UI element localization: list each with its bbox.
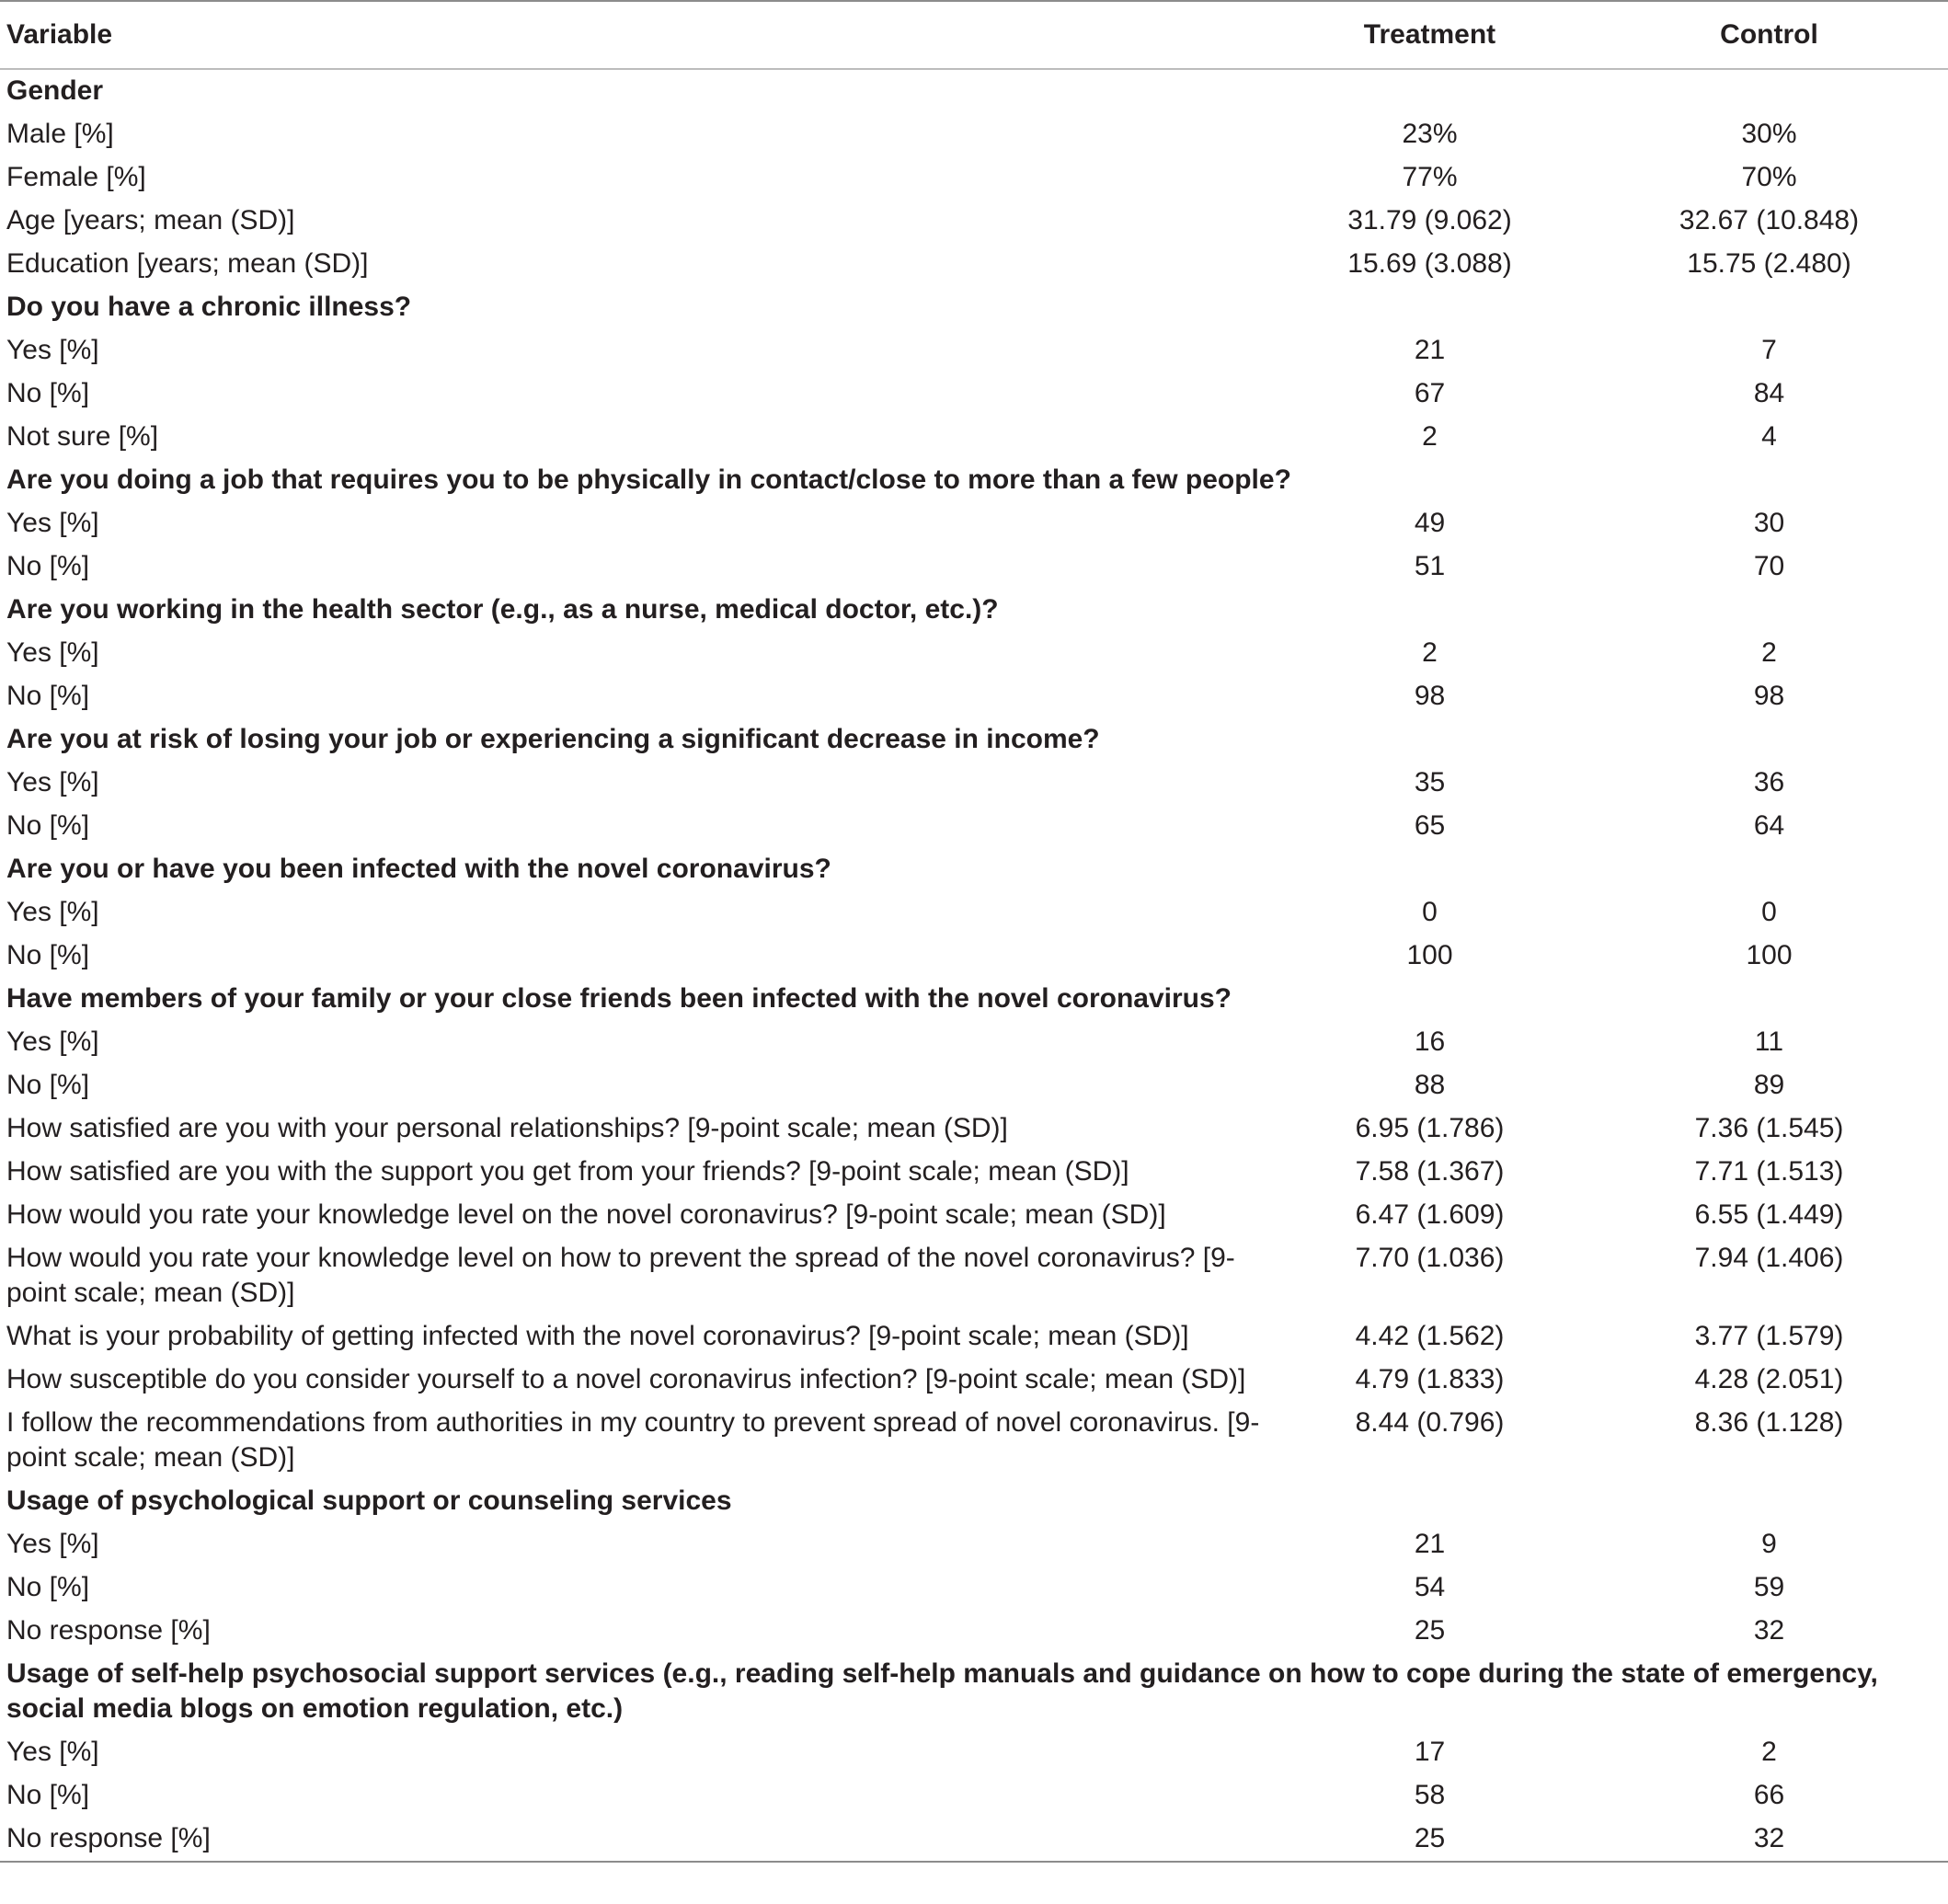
treatment-value: 21 <box>1414 1529 1446 1559</box>
section-header-row <box>0 69 1948 113</box>
control-value: 7.36 (1.545) <box>1694 1113 1844 1143</box>
row-label: Yes [%] <box>6 1737 99 1767</box>
treatment-value: 23% <box>1402 119 1458 149</box>
row-label: Yes [%] <box>6 637 99 668</box>
treatment-value: 88 <box>1414 1070 1446 1100</box>
control-value: 3.77 (1.579) <box>1694 1321 1844 1351</box>
table-header <box>0 1 1948 69</box>
row-label: No response [%] <box>0 1818 1269 1862</box>
section-header-row <box>0 459 1948 502</box>
table-row <box>0 1107 1948 1151</box>
row-label: No [%] <box>6 1572 90 1602</box>
row-label: How satisfied are you with the support you get from your friends? [9-point scale; mean (SD)] <box>6 1156 1129 1187</box>
treatment-value: 54 <box>1414 1572 1446 1602</box>
table-row <box>0 1566 1948 1610</box>
row-label: Not sure [%] <box>6 421 159 452</box>
row-label: No [%] <box>6 681 90 711</box>
table-row <box>0 1359 1948 1402</box>
table-row <box>0 1731 1948 1774</box>
row-label: How would you rate your knowledge level on how to prevent the spread of the novel coronavirus? [9-point scale; mean (SD)] <box>6 1243 1235 1308</box>
section-label: Are you doing a job that requires you to be physically in contact/close to more than a few people? <box>6 465 1291 495</box>
control-value: 7.94 (1.406) <box>1694 1243 1844 1273</box>
control-value: 84 <box>1753 378 1785 408</box>
row-label: Education [years; mean (SD)] <box>6 248 369 279</box>
treatment-value: 67 <box>1414 378 1446 408</box>
header-variable: Variable <box>0 1 1269 69</box>
control-value: 70% <box>1741 162 1797 192</box>
table-row <box>0 243 1948 286</box>
section-header-row <box>0 978 1948 1021</box>
treatment-value: 16 <box>1414 1027 1446 1057</box>
treatment-value: 4.79 (1.833) <box>1355 1364 1505 1394</box>
control-value: 32 <box>1591 1818 1948 1862</box>
section-header-row <box>0 718 1948 762</box>
control-value: 36 <box>1753 767 1785 797</box>
control-value: 32.67 (10.848) <box>1679 205 1860 235</box>
treatment-value: 58 <box>1414 1780 1446 1810</box>
section-header-row <box>0 286 1948 329</box>
section-label: Usage of psychological support or counseling services <box>6 1485 732 1516</box>
control-value: 2 <box>1761 637 1777 668</box>
treatment-value: 6.47 (1.609) <box>1355 1199 1505 1230</box>
control-value: 32 <box>1753 1615 1785 1646</box>
control-value: 4.28 (2.051) <box>1694 1364 1844 1394</box>
table-row <box>0 373 1948 416</box>
treatment-value: 51 <box>1414 551 1446 581</box>
treatment-value: 15.69 (3.088) <box>1347 248 1512 279</box>
table-row <box>0 935 1948 978</box>
treatment-value: 17 <box>1414 1737 1446 1767</box>
table-row <box>0 329 1948 373</box>
table-row <box>0 762 1948 805</box>
table-row <box>0 1818 1948 1862</box>
section-label: Are you or have you been infected with the novel coronavirus? <box>6 854 831 884</box>
table-row <box>0 675 1948 718</box>
section-label: Usage of self-help psychosocial support services (e.g., reading self-help manuals and guidance on how to cope during the state of emergency, social media blogs on emotion regulation, etc.) <box>6 1658 1878 1724</box>
treatment-value: 7.58 (1.367) <box>1355 1156 1505 1187</box>
row-label: How susceptible do you consider yourself to a novel coronavirus infection? [9-point scale; mean (SD)] <box>6 1364 1246 1394</box>
row-label: What is your probability of getting infected with the novel coronavirus? [9-point scale; mean (SD)] <box>6 1321 1189 1351</box>
table-row <box>0 1064 1948 1107</box>
row-label: I follow the recommendations from authorities in my country to prevent spread of novel coronavirus. [9-point scale; mean (SD)] <box>6 1407 1260 1473</box>
control-value: 15.75 (2.480) <box>1687 248 1851 279</box>
treatment-value: 49 <box>1414 508 1446 538</box>
section-header-row <box>0 1653 1948 1731</box>
control-value: 6.55 (1.449) <box>1694 1199 1844 1230</box>
header-treatment: Treatment <box>1269 1 1591 69</box>
section-label: Gender <box>6 75 104 106</box>
treatment-value: 21 <box>1414 335 1446 365</box>
treatment-value: 65 <box>1414 810 1446 841</box>
treatment-value: 25 <box>1414 1615 1446 1646</box>
table-row <box>0 891 1948 935</box>
table-row <box>0 1774 1948 1818</box>
control-value: 100 <box>1746 940 1793 970</box>
table-row <box>0 1194 1948 1237</box>
section-header-row <box>0 1480 1948 1523</box>
table-row <box>0 1237 1948 1315</box>
section-label: Are you at risk of losing your job or experiencing a significant decrease in income? <box>6 724 1100 754</box>
control-value: 30 <box>1753 508 1785 538</box>
row-label: Yes [%] <box>6 897 99 927</box>
table-row <box>0 416 1948 459</box>
table-row <box>0 1610 1948 1653</box>
section-header-row <box>0 589 1948 632</box>
control-value: 66 <box>1753 1780 1785 1810</box>
control-value: 9 <box>1761 1529 1777 1559</box>
row-label: No [%] <box>6 940 90 970</box>
table-row <box>0 632 1948 675</box>
row-label: No [%] <box>6 810 90 841</box>
control-value: 0 <box>1761 897 1777 927</box>
treatment-value: 6.95 (1.786) <box>1355 1113 1505 1143</box>
control-value: 2 <box>1761 1737 1777 1767</box>
header-control: Control <box>1591 1 1948 69</box>
treatment-value: 0 <box>1422 897 1438 927</box>
row-label: No [%] <box>6 1070 90 1100</box>
row-label: Yes [%] <box>6 1529 99 1559</box>
table-row <box>0 805 1948 848</box>
table-row <box>0 502 1948 545</box>
treatment-value: 2 <box>1422 637 1438 668</box>
control-value: 11 <box>1754 1027 1784 1057</box>
treatment-value: 8.44 (0.796) <box>1355 1407 1505 1438</box>
treatment-value: 7.70 (1.036) <box>1355 1243 1505 1273</box>
treatment-value: 35 <box>1414 767 1446 797</box>
treatment-value: 77% <box>1402 162 1458 192</box>
control-value: 7.71 (1.513) <box>1694 1156 1844 1187</box>
row-label: No response [%] <box>6 1615 211 1646</box>
row-label: No [%] <box>6 1780 90 1810</box>
row-label: Female [%] <box>6 162 146 192</box>
section-label: Are you working in the health sector (e.g., as a nurse, medical doctor, etc.)? <box>6 594 999 625</box>
table-row <box>0 156 1948 200</box>
section-header-row <box>0 848 1948 891</box>
row-label: How would you rate your knowledge level on the novel coronavirus? [9-point scale; mean (SD)] <box>6 1199 1166 1230</box>
control-value: 30% <box>1741 119 1797 149</box>
control-value: 70 <box>1753 551 1785 581</box>
table-row <box>0 1402 1948 1480</box>
table-row <box>0 113 1948 156</box>
control-value: 59 <box>1753 1572 1785 1602</box>
row-label: Male [%] <box>6 119 114 149</box>
table-row <box>0 1523 1948 1566</box>
control-value: 7 <box>1761 335 1777 365</box>
table-body <box>0 69 1948 1862</box>
table-row <box>0 200 1948 243</box>
treatment-value: 100 <box>1406 940 1453 970</box>
section-label: Do you have a chronic illness? <box>6 292 412 322</box>
control-value: 64 <box>1753 810 1785 841</box>
row-label: Yes [%] <box>6 767 99 797</box>
control-value: 8.36 (1.128) <box>1694 1407 1844 1438</box>
row-label: Yes [%] <box>6 508 99 538</box>
control-value: 89 <box>1753 1070 1785 1100</box>
row-label: How satisfied are you with your personal relationships? [9-point scale; mean (SD)] <box>6 1113 1008 1143</box>
control-value: 4 <box>1761 421 1777 452</box>
table-row <box>0 1315 1948 1359</box>
section-label: Have members of your family or your close friends been infected with the novel coronavirus? <box>6 983 1232 1014</box>
row-label: Yes [%] <box>6 1027 99 1057</box>
row-label: No [%] <box>6 551 90 581</box>
row-label: Age [years; mean (SD)] <box>6 205 295 235</box>
table-row <box>0 545 1948 589</box>
row-label: No [%] <box>6 378 90 408</box>
control-value: 98 <box>1753 681 1785 711</box>
treatment-value: 25 <box>1269 1818 1591 1862</box>
row-label: Yes [%] <box>6 335 99 365</box>
treatment-value: 4.42 (1.562) <box>1355 1321 1505 1351</box>
table-row <box>0 1021 1948 1064</box>
treatment-value: 98 <box>1414 681 1446 711</box>
treatment-value: 31.79 (9.062) <box>1347 205 1512 235</box>
table-row <box>0 1151 1948 1194</box>
treatment-value: 2 <box>1422 421 1438 452</box>
